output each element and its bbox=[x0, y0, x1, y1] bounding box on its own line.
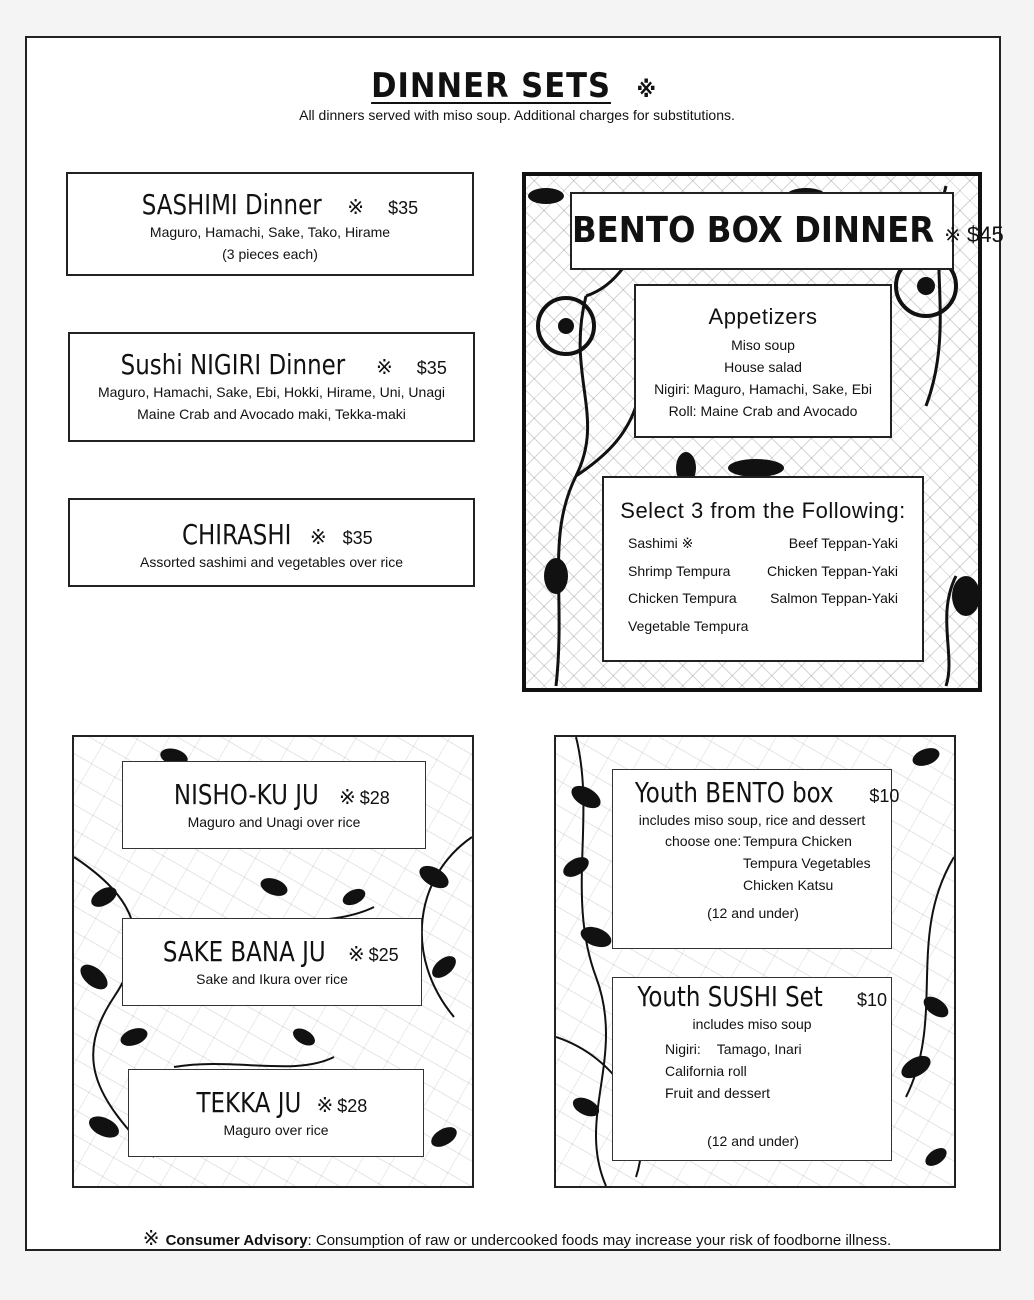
select-right-column bbox=[767, 530, 898, 613]
youth-sushi-card bbox=[612, 977, 892, 1161]
nishoku-ju-card bbox=[122, 761, 426, 849]
appetizers-heading: Appetizers bbox=[708, 304, 818, 329]
advisory-mark-icon: ※ bbox=[636, 78, 657, 103]
item-name: CHIRASHI bbox=[182, 518, 292, 551]
youth-sushi-contents bbox=[665, 1038, 802, 1104]
item-name: Youth BENTO box bbox=[634, 776, 834, 809]
select-left-column bbox=[628, 530, 748, 640]
item-name: Youth SUSHI Set bbox=[637, 980, 823, 1013]
advisory-mark-icon: ※ bbox=[347, 944, 365, 966]
choose-option: Tempura Chicken bbox=[743, 833, 852, 849]
sake-bana-ju-card bbox=[122, 918, 422, 1006]
item-price: $28 bbox=[359, 788, 390, 808]
youth-panel bbox=[554, 735, 956, 1188]
item-price: $35 bbox=[342, 528, 373, 548]
select-card bbox=[602, 476, 924, 662]
item-name: TEKKA JU bbox=[196, 1086, 302, 1119]
page-title: DINNER SETS ※ bbox=[371, 66, 657, 106]
select-heading: Select 3 from the Following: bbox=[620, 498, 906, 523]
nigiri-label: Nigiri: bbox=[665, 1041, 701, 1057]
choose-option: Tempura Vegetables bbox=[743, 855, 871, 871]
choose-option: Chicken Katsu bbox=[743, 877, 834, 893]
item-name: SASHIMI Dinner bbox=[141, 188, 322, 221]
appetizers-card bbox=[634, 284, 892, 438]
select-option: Chicken Teppan-Yaki bbox=[766, 562, 898, 579]
advisory-mark-icon: ※ bbox=[142, 1228, 160, 1250]
select-option: Sashimi ※ bbox=[628, 535, 694, 551]
item-description: includes miso soup, rice and dessert bbox=[638, 812, 866, 828]
choose-options bbox=[743, 830, 871, 896]
item-price: $35 bbox=[388, 198, 419, 218]
chirashi-card bbox=[68, 498, 475, 587]
item-description: Maguro and Unagi over rice bbox=[187, 814, 361, 830]
advisory-mark-icon: ※ bbox=[338, 787, 356, 809]
item-price: $10 bbox=[869, 786, 900, 806]
advisory-mark-icon: ※ bbox=[309, 527, 327, 549]
item-name: NISHO-KU JU bbox=[174, 778, 320, 811]
ju-panel bbox=[72, 735, 474, 1188]
advisory-mark-icon: ※ bbox=[347, 197, 365, 219]
advisory-mark-icon: ※ bbox=[316, 1095, 334, 1117]
nigiri-dinner-card bbox=[68, 332, 475, 442]
age-note: (12 and under) bbox=[707, 1133, 799, 1149]
item-description: Maguro, Hamachi, Sake, Ebi, Hokki, Hirame, Uni, Unagi bbox=[97, 384, 446, 400]
advisory-label: Consumer Advisory bbox=[165, 1232, 308, 1249]
item-description-2: Maine Crab and Avocado maki, Tekka-maki bbox=[137, 406, 406, 422]
item-price: $25 bbox=[368, 945, 399, 965]
item-price: $28 bbox=[337, 1096, 368, 1116]
item-price: $10 bbox=[857, 990, 888, 1010]
advisory-text: : Consumption of raw or undercooked foods may increase your risk of foodborne illness. bbox=[307, 1232, 892, 1249]
page-subtitle: All dinners served with miso soup. Additional charges for substitutions. bbox=[299, 107, 735, 123]
item-name: SAKE BANA JU bbox=[163, 935, 326, 968]
item-note: (3 pieces each) bbox=[222, 246, 318, 262]
item-price: $35 bbox=[416, 358, 447, 378]
age-note: (12 and under) bbox=[707, 905, 799, 921]
appetizer-item: Nigiri: Maguro, Hamachi, Sake, Ebi bbox=[654, 381, 872, 397]
advisory-mark-icon: ※ bbox=[944, 225, 961, 247]
select-option: Chicken Tempura bbox=[628, 590, 737, 606]
item-description: includes miso soup bbox=[692, 1016, 812, 1032]
nigiri-items: Tamago, Inari bbox=[716, 1041, 802, 1057]
appetizer-item: Roll: Maine Crab and Avocado bbox=[668, 403, 858, 419]
contents-line: Fruit and dessert bbox=[665, 1085, 771, 1101]
select-option: Vegetable Tempura bbox=[628, 617, 749, 634]
select-option: Salmon Teppan-Yaki bbox=[770, 590, 898, 606]
consumer-advisory bbox=[0, 1226, 1034, 1251]
item-name: BENTO BOX DINNER bbox=[572, 210, 935, 251]
appetizer-item: Miso soup bbox=[731, 337, 795, 353]
tekka-ju-card bbox=[128, 1069, 424, 1157]
item-description: Maguro, Hamachi, Sake, Tako, Hirame bbox=[149, 224, 391, 240]
appetizer-item: House salad bbox=[724, 359, 802, 375]
item-description: Assorted sashimi and vegetables over rice bbox=[139, 554, 404, 570]
bento-title-card bbox=[570, 192, 1004, 270]
item-name: Sushi NIGIRI Dinner bbox=[120, 348, 346, 381]
select-option: Beef Teppan-Yaki bbox=[788, 535, 898, 551]
item-description: Sake and Ikura over rice bbox=[196, 971, 348, 987]
advisory-mark-icon: ※ bbox=[376, 357, 393, 379]
sashimi-dinner-card bbox=[66, 172, 474, 276]
youth-bento-card bbox=[612, 769, 900, 949]
bento-panel bbox=[522, 172, 1004, 692]
choose-one-label: choose one: bbox=[665, 833, 742, 849]
item-price: $45 bbox=[966, 222, 1004, 247]
select-option: Shrimp Tempura bbox=[628, 562, 731, 579]
item-description: Maguro over rice bbox=[223, 1122, 329, 1138]
contents-line: California roll bbox=[665, 1063, 747, 1079]
